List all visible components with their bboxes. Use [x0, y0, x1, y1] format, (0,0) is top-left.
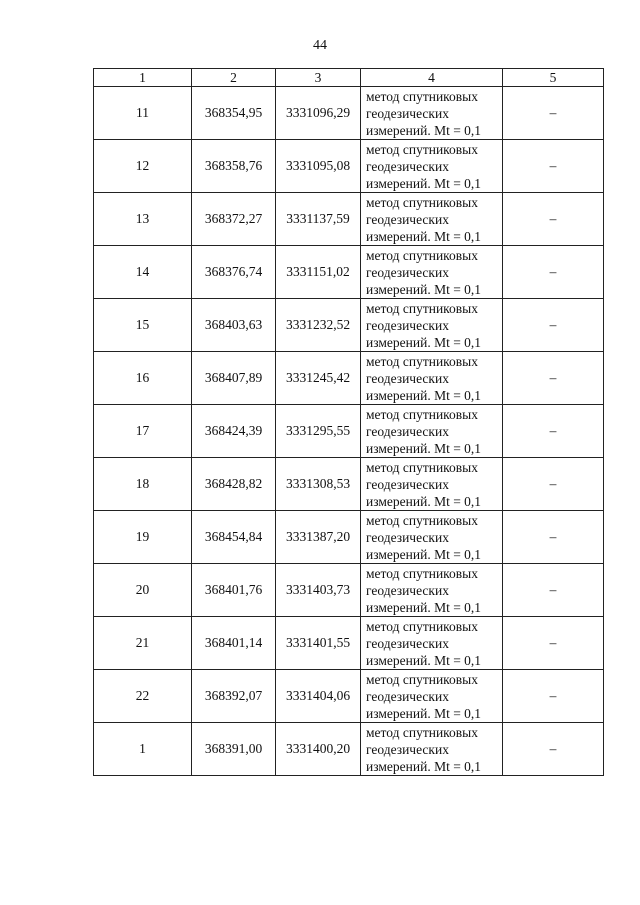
- point-number-cell: 22: [94, 670, 192, 723]
- x-coordinate-cell: 368401,76: [192, 564, 276, 617]
- y-coordinate-cell: 3331403,73: [276, 564, 361, 617]
- point-number-cell: 20: [94, 564, 192, 617]
- method-text-line: геодезических: [366, 688, 449, 704]
- method-text-line: геодезических: [366, 529, 449, 545]
- table-row: [94, 723, 604, 776]
- description-cell: –: [503, 140, 604, 193]
- description-cell: –: [503, 352, 604, 405]
- y-coordinate-cell: 3331095,08: [276, 140, 361, 193]
- method-text-line: метод спутниковых: [366, 247, 478, 263]
- column-header: 5: [503, 69, 604, 87]
- method-cell: [361, 405, 503, 458]
- method-text-line: геодезических: [366, 264, 449, 280]
- point-number-cell: 1: [94, 723, 192, 776]
- point-number-cell: 18: [94, 458, 192, 511]
- column-header: 4: [361, 69, 503, 87]
- table-row: [94, 564, 604, 617]
- point-number-cell: 17: [94, 405, 192, 458]
- table-row: [94, 617, 604, 670]
- y-coordinate-cell: 3331387,20: [276, 511, 361, 564]
- method-text-line: метод спутниковых: [366, 618, 478, 634]
- point-number-cell: 19: [94, 511, 192, 564]
- table-row: [94, 246, 604, 299]
- method-text-line: геодезических: [366, 635, 449, 651]
- method-text-line: метод спутниковых: [366, 300, 478, 316]
- page-number: 44: [313, 38, 327, 53]
- description-cell: –: [503, 405, 604, 458]
- method-text-line: измерений. Mt = 0,1: [366, 175, 482, 191]
- description-cell: –: [503, 458, 604, 511]
- x-coordinate-cell: 368376,74: [192, 246, 276, 299]
- method-text-line: измерений. Mt = 0,1: [366, 546, 482, 562]
- method-text-line: геодезических: [366, 741, 449, 757]
- table-row: [94, 670, 604, 723]
- method-text-line: измерений. Mt = 0,1: [366, 281, 482, 297]
- point-number-cell: 15: [94, 299, 192, 352]
- x-coordinate-cell: 368424,39: [192, 405, 276, 458]
- method-text-line: метод спутниковых: [366, 671, 478, 687]
- method-cell: [361, 140, 503, 193]
- method-text-line: метод спутниковых: [366, 459, 478, 475]
- y-coordinate-cell: 3331404,06: [276, 670, 361, 723]
- y-coordinate-cell: 3331137,59: [276, 193, 361, 246]
- description-cell: –: [503, 246, 604, 299]
- point-number-cell: 16: [94, 352, 192, 405]
- coordinates-table: [93, 68, 604, 776]
- x-coordinate-cell: 368372,27: [192, 193, 276, 246]
- y-coordinate-cell: 3331151,02: [276, 246, 361, 299]
- x-coordinate-cell: 368407,89: [192, 352, 276, 405]
- method-cell: [361, 723, 503, 776]
- column-header: 1: [94, 69, 192, 87]
- method-text-line: измерений. Mt = 0,1: [366, 599, 482, 615]
- method-text-line: измерений. Mt = 0,1: [366, 705, 482, 721]
- method-text-line: геодезических: [366, 370, 449, 386]
- table-row: [94, 193, 604, 246]
- method-text-line: геодезических: [366, 582, 449, 598]
- method-text-line: метод спутниковых: [366, 512, 478, 528]
- table-row: [94, 458, 604, 511]
- point-number-cell: 11: [94, 87, 192, 140]
- point-number-cell: 12: [94, 140, 192, 193]
- method-text-line: измерений. Mt = 0,1: [366, 440, 482, 456]
- method-cell: [361, 193, 503, 246]
- y-coordinate-cell: 3331295,55: [276, 405, 361, 458]
- x-coordinate-cell: 368354,95: [192, 87, 276, 140]
- y-coordinate-cell: 3331232,52: [276, 299, 361, 352]
- x-coordinate-cell: 368358,76: [192, 140, 276, 193]
- table-row: [94, 511, 604, 564]
- method-text-line: геодезических: [366, 476, 449, 492]
- method-text-line: метод спутниковых: [366, 353, 478, 369]
- method-text-line: метод спутниковых: [366, 565, 478, 581]
- column-header: 2: [192, 69, 276, 87]
- method-text-line: геодезических: [366, 423, 449, 439]
- x-coordinate-cell: 368391,00: [192, 723, 276, 776]
- x-coordinate-cell: 368392,07: [192, 670, 276, 723]
- description-cell: –: [503, 617, 604, 670]
- method-text-line: измерений. Mt = 0,1: [366, 652, 482, 668]
- method-text-line: геодезических: [366, 317, 449, 333]
- method-cell: [361, 87, 503, 140]
- description-cell: –: [503, 511, 604, 564]
- header-row: [94, 69, 604, 87]
- table-row: [94, 352, 604, 405]
- method-cell: [361, 617, 503, 670]
- table-row: [94, 405, 604, 458]
- method-text-line: метод спутниковых: [366, 194, 478, 210]
- method-cell: [361, 299, 503, 352]
- method-text-line: метод спутниковых: [366, 724, 478, 740]
- method-text-line: измерений. Mt = 0,1: [366, 122, 482, 138]
- method-text-line: измерений. Mt = 0,1: [366, 228, 482, 244]
- description-cell: –: [503, 723, 604, 776]
- method-text-line: геодезических: [366, 105, 449, 121]
- x-coordinate-cell: 368403,63: [192, 299, 276, 352]
- description-cell: –: [503, 670, 604, 723]
- method-text-line: измерений. Mt = 0,1: [366, 493, 482, 509]
- y-coordinate-cell: 3331245,42: [276, 352, 361, 405]
- method-text-line: измерений. Mt = 0,1: [366, 387, 482, 403]
- method-text-line: геодезических: [366, 158, 449, 174]
- description-cell: –: [503, 193, 604, 246]
- column-header: 3: [276, 69, 361, 87]
- description-cell: –: [503, 87, 604, 140]
- method-cell: [361, 458, 503, 511]
- method-text-line: геодезических: [366, 211, 449, 227]
- method-text-line: метод спутниковых: [366, 141, 478, 157]
- method-cell: [361, 352, 503, 405]
- method-cell: [361, 564, 503, 617]
- method-text-line: измерений. Mt = 0,1: [366, 334, 482, 350]
- table-row: [94, 299, 604, 352]
- method-cell: [361, 246, 503, 299]
- table-row: [94, 140, 604, 193]
- method-cell: [361, 670, 503, 723]
- method-cell: [361, 511, 503, 564]
- x-coordinate-cell: 368401,14: [192, 617, 276, 670]
- description-cell: –: [503, 299, 604, 352]
- y-coordinate-cell: 3331308,53: [276, 458, 361, 511]
- y-coordinate-cell: 3331401,55: [276, 617, 361, 670]
- method-text-line: метод спутниковых: [366, 88, 478, 104]
- y-coordinate-cell: 3331096,29: [276, 87, 361, 140]
- point-number-cell: 14: [94, 246, 192, 299]
- point-number-cell: 21: [94, 617, 192, 670]
- x-coordinate-cell: 368454,84: [192, 511, 276, 564]
- table-row: [94, 87, 604, 140]
- method-text-line: метод спутниковых: [366, 406, 478, 422]
- description-cell: –: [503, 564, 604, 617]
- x-coordinate-cell: 368428,82: [192, 458, 276, 511]
- y-coordinate-cell: 3331400,20: [276, 723, 361, 776]
- point-number-cell: 13: [94, 193, 192, 246]
- method-text-line: измерений. Mt = 0,1: [366, 758, 482, 774]
